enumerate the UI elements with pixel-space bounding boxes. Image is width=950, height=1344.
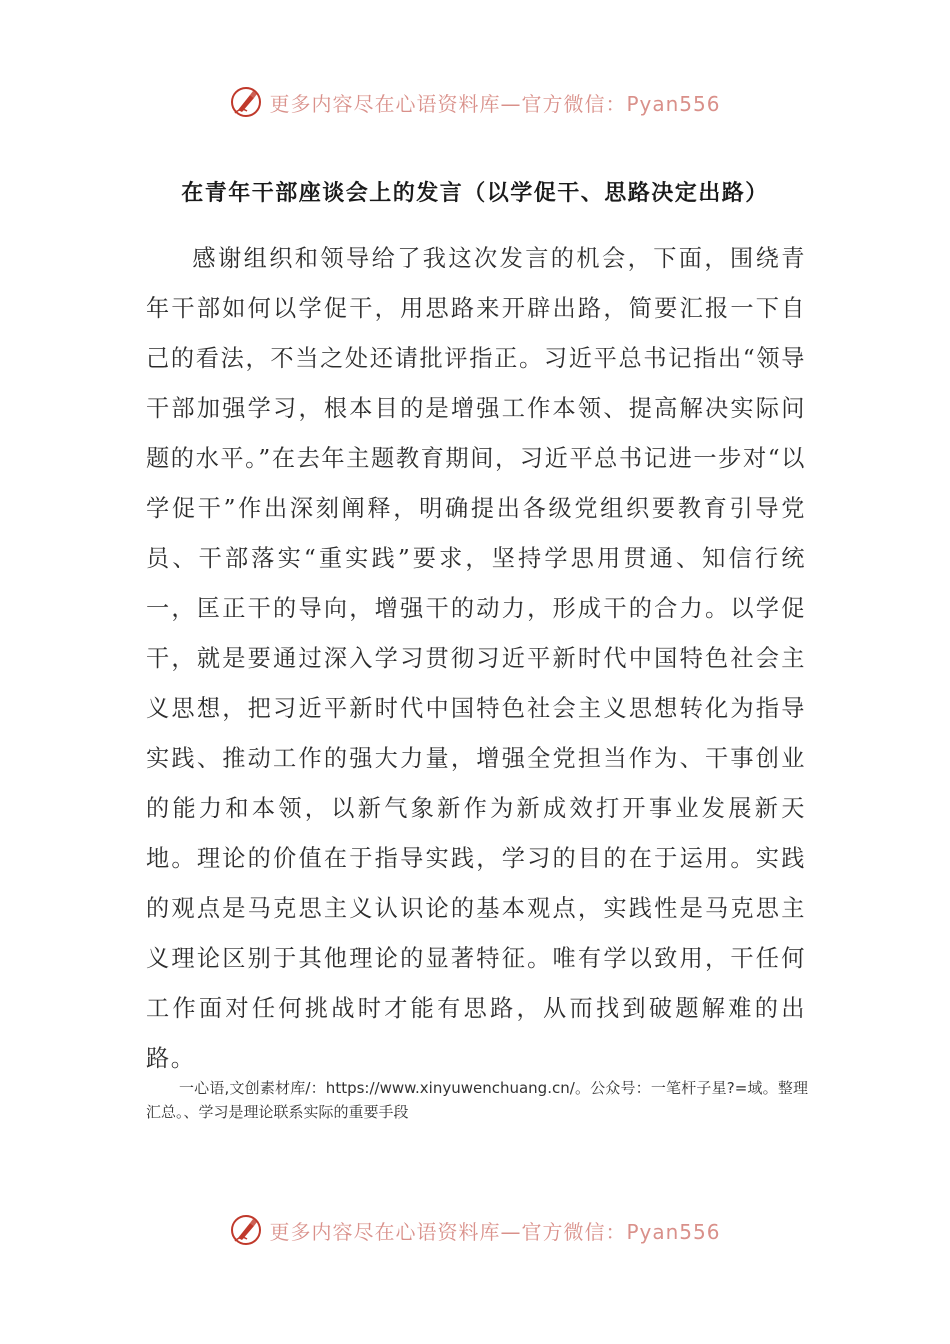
document-title: 在青年干部座谈会上的发言（以学促干、思路决定出路） <box>181 181 769 206</box>
header-banner <box>0 80 950 124</box>
banner-text: 更多内容尽在心语资料库—官方微信：Pyan556 <box>269 1219 721 1244</box>
source-note: 一心语,文创素材库/：https://www.xinyuwenchuang.cn/。公众号：一笔杆子星?=域。整理汇总。、学习是理论联系实际的重要手段 <box>146 1079 808 1121</box>
body-paragraph: 感谢组织和领导给了我这次发言的机会，下面，围绕青年干部如何以学促干，用思路来开辟出路，简要汇报一下自己的看法，不当之处还请批评指正。习近平总书记指出“领导干部加强学习，根本目的是增强工作本领、提高解决实际问题的水平。”在去年主题教育期间，习近平总书记进一步对“以学促干”作出深刻阐释，明确提出各级党组织要教育引导党员、干部落实“重实践”要求，坚持学思用贯通、知信行统一，匡正干的导向，增强干的动力，形成干的合力。以学促干，就是要通过深入学习贯彻习近平新时代中国特色社会主义思想，把习近平新时代中国特色社会主义思想转化为指导实践、推动工作的强大力量，增强全党担当作为、干事创业的能力和本领，以新气象新作为新成效打开事业发展新天地。理论的价值在于指导实践，学习的目的在于运用。实践的观点是马克思主义认识论的基本观点，实践性是马克思主义理论区别于其他理论的显著特征。唯有学以致用，干任何工作面对任何挑战时才能有思路，从而找到破题解难的出路。 <box>146 245 806 1072</box>
banner-text: 更多内容尽在心语资料库—官方微信：Pyan556 <box>269 91 721 116</box>
footer-banner <box>0 1208 950 1252</box>
pen-nib-icon <box>229 1213 263 1247</box>
pen-nib-icon <box>229 85 263 119</box>
